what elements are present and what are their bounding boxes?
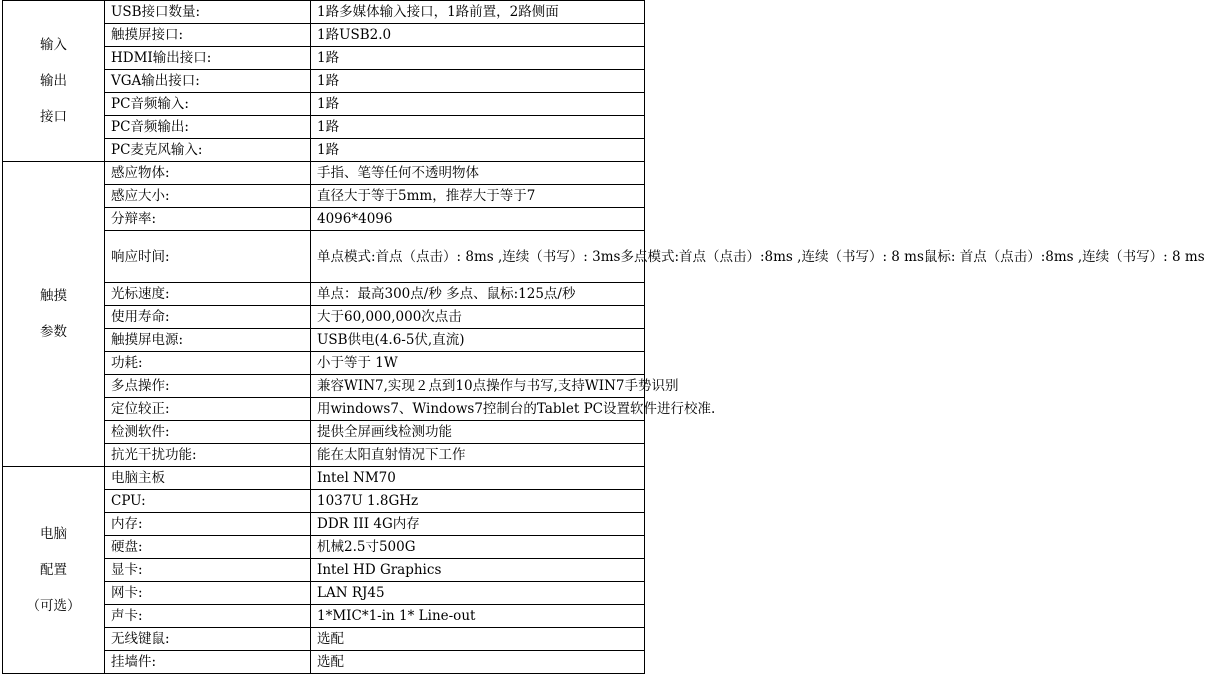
row-label: 感应大小: bbox=[105, 185, 311, 208]
row-value: 1路 bbox=[311, 47, 645, 70]
section-title-io: 输入 输出 接口 bbox=[3, 1, 105, 162]
row-value: 兼容WIN7,实现２点到10点操作与书写,支持WIN7手势识别 bbox=[311, 375, 645, 398]
row-label: 无线键鼠: bbox=[105, 628, 311, 651]
row-label: 硬盘: bbox=[105, 536, 311, 559]
row-label: 网卡: bbox=[105, 582, 311, 605]
row-label: 感应物体: bbox=[105, 162, 311, 185]
row-label: VGA输出接口: bbox=[105, 70, 311, 93]
row-value: LAN RJ45 bbox=[311, 582, 645, 605]
row-value: 1037U 1.8GHz bbox=[311, 490, 645, 513]
row-label: 抗光干扰功能: bbox=[105, 444, 311, 467]
row-label: 触摸屏接口: bbox=[105, 24, 311, 47]
row-value: 选配 bbox=[311, 628, 645, 651]
row-label: USB接口数量: bbox=[105, 1, 311, 24]
row-value: 1路 bbox=[311, 139, 645, 162]
row-value: 1路多媒体输入接口，1路前置，2路侧面 bbox=[311, 1, 645, 24]
row-value: 1*MIC*1-in 1* Line-out bbox=[311, 605, 645, 628]
row-label: HDMI输出接口: bbox=[105, 47, 311, 70]
row-label: 响应时间: bbox=[105, 231, 311, 283]
table-row bbox=[3, 1, 645, 24]
spec-table bbox=[2, 0, 1205, 674]
row-label: PC音频输出: bbox=[105, 116, 311, 139]
row-value: 1路USB2.0 bbox=[311, 24, 645, 47]
row-label: 触摸屏电源: bbox=[105, 329, 311, 352]
row-value: DDR III 4G内存 bbox=[311, 513, 645, 536]
row-value: 提供全屏画线检测功能 bbox=[311, 421, 645, 444]
row-label: PC麦克风输入: bbox=[105, 139, 311, 162]
row-label: 声卡: bbox=[105, 605, 311, 628]
row-value: Intel HD Graphics bbox=[311, 559, 645, 582]
row-label: 功耗: bbox=[105, 352, 311, 375]
row-value: 选配 bbox=[311, 651, 645, 674]
row-label: 分辩率: bbox=[105, 208, 311, 231]
row-value: 手指、笔等任何不透明物体 bbox=[311, 162, 645, 185]
row-value: 单点模式:首点（点击）: 8ms ,连续（书写）: 3ms多点模式:首点（点击）:8ms ,连续（书写）: 8 ms鼠标: 首点（点击）:8ms ,连续（书写）: 8 ms bbox=[311, 231, 645, 283]
row-value: 能在太阳直射情况下工作 bbox=[311, 444, 645, 467]
row-value: 1路 bbox=[311, 70, 645, 93]
row-label: 挂墙件: bbox=[105, 651, 311, 674]
row-label: 使用寿命: bbox=[105, 306, 311, 329]
row-value: 直径大于等于5mm，推荐大于等于7 bbox=[311, 185, 645, 208]
row-value: 用windows7、Windows7控制台的Tablet PC设置软件进行校准. bbox=[311, 398, 645, 421]
row-label: 定位较正: bbox=[105, 398, 311, 421]
row-value: Intel NM70 bbox=[311, 467, 645, 490]
section-title-touch: 触摸 参数 bbox=[3, 162, 105, 467]
section-title-pc: 电脑 配置 （可选） bbox=[3, 467, 105, 674]
row-value: 1路 bbox=[311, 93, 645, 116]
row-label: 检测软件: bbox=[105, 421, 311, 444]
row-label: 电脑主板 bbox=[105, 467, 311, 490]
row-label: 显卡: bbox=[105, 559, 311, 582]
row-value: 小于等于 1W bbox=[311, 352, 645, 375]
row-value: 大于60,000,000次点击 bbox=[311, 306, 645, 329]
table-row bbox=[3, 467, 645, 490]
row-label: 内存: bbox=[105, 513, 311, 536]
row-label: PC音频输入: bbox=[105, 93, 311, 116]
row-label: CPU: bbox=[105, 490, 311, 513]
row-value: 4096*4096 bbox=[311, 208, 645, 231]
row-value: USB供电(4.6-5伏,直流) bbox=[311, 329, 645, 352]
row-value: 单点：最高300点/秒 多点、鼠标:125点/秒 bbox=[311, 283, 645, 306]
table-row bbox=[3, 162, 645, 185]
row-value: 1路 bbox=[311, 116, 645, 139]
row-label: 光标速度: bbox=[105, 283, 311, 306]
row-label: 多点操作: bbox=[105, 375, 311, 398]
row-value: 机械2.5寸500G bbox=[311, 536, 645, 559]
